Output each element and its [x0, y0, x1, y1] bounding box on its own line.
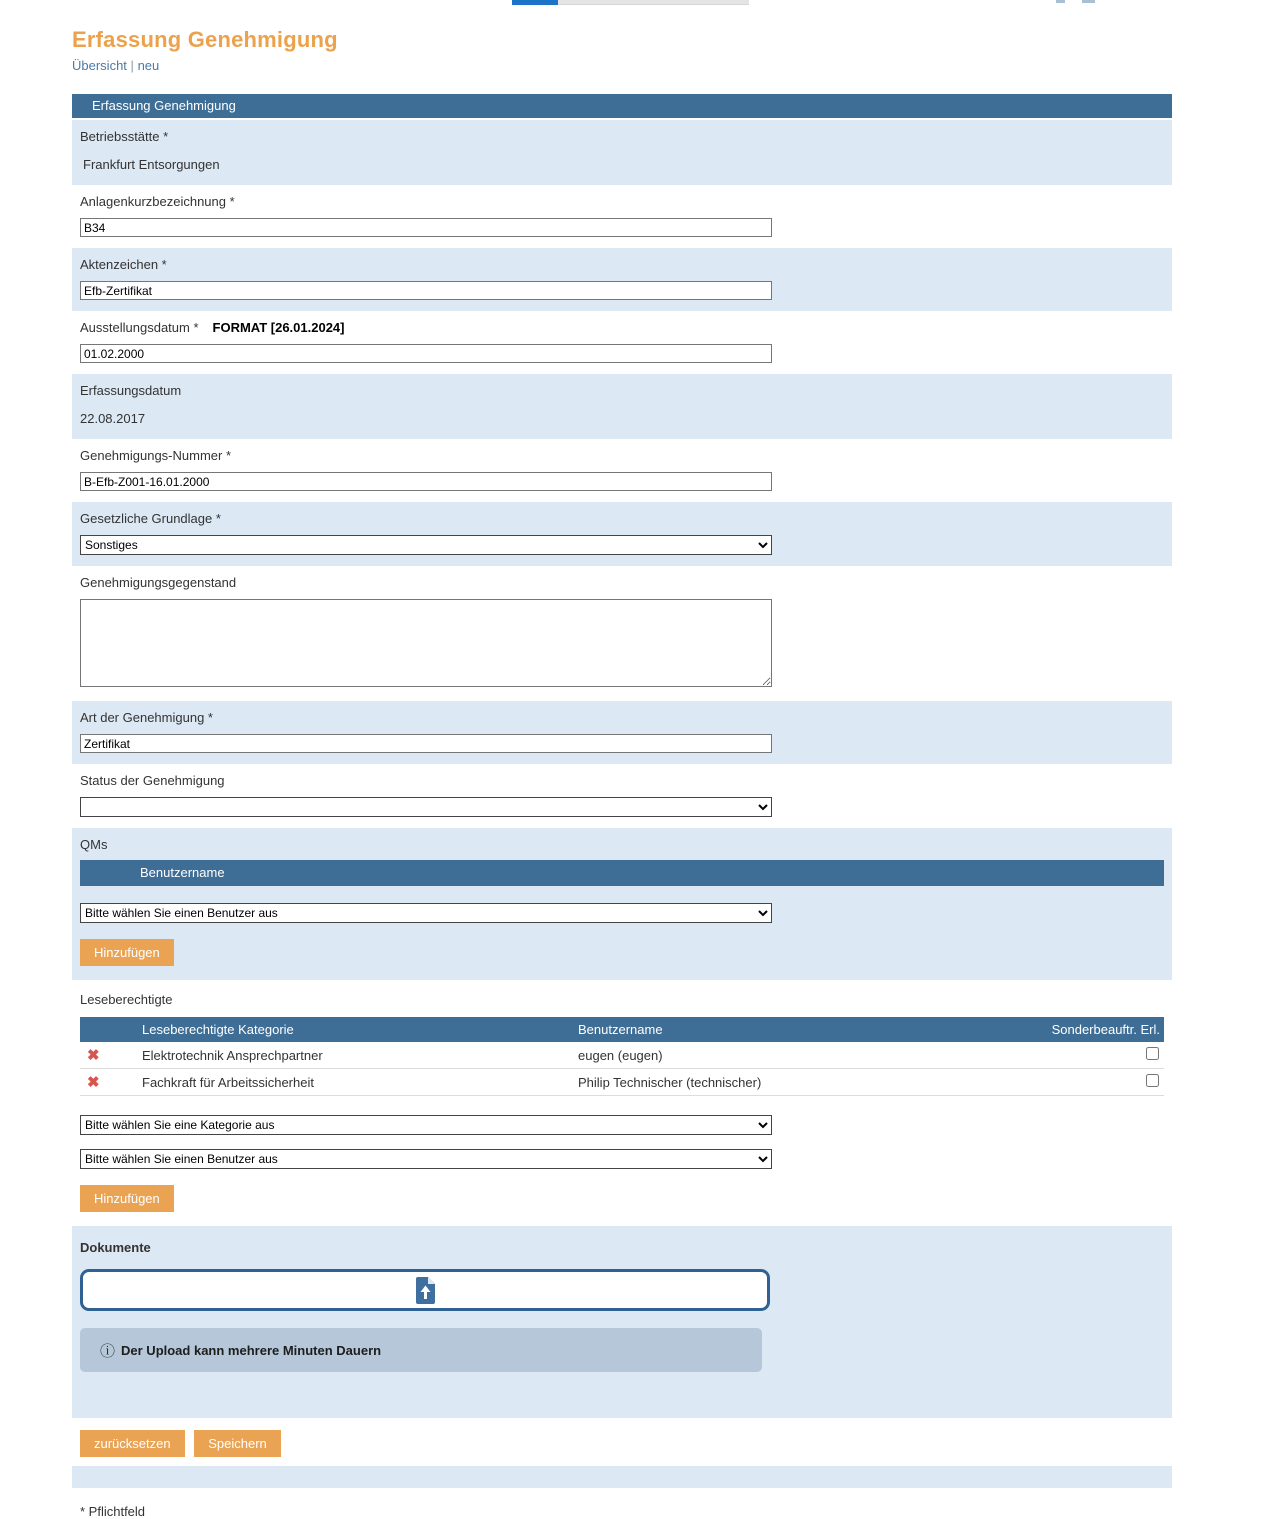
- section-qms: [72, 828, 1172, 980]
- ausstellungsdatum-input[interactable]: [80, 344, 772, 363]
- art-der-genehmigung-input[interactable]: [80, 734, 772, 753]
- top-progress-segment: [512, 0, 558, 5]
- erfassungsdatum-label: Erfassungsdatum: [80, 383, 182, 398]
- ausstellungsdatum-label-text: Ausstellungsdatum *: [80, 320, 199, 335]
- row-kategorie: Elektrotechnik Ansprechpartner: [142, 1042, 578, 1069]
- upload-info-text: Der Upload kann mehrere Minuten Dauern: [121, 1342, 382, 1358]
- status-der-genehmigung-select[interactable]: [80, 797, 772, 817]
- field-genehmigungsgegenstand: [72, 566, 1172, 701]
- gesetzliche-grundlage-select[interactable]: [80, 535, 772, 555]
- qms-user-select[interactable]: [80, 903, 772, 923]
- section-dokumente: [72, 1226, 1172, 1418]
- leseberechtigte-benutzer-select[interactable]: [80, 1149, 772, 1169]
- ausstellungsdatum-label: [80, 320, 1164, 335]
- dokumente-label: Dokumente: [80, 1240, 151, 1255]
- top-progress-track: [558, 0, 749, 5]
- leseberechtigte-label: Leseberechtigte: [80, 992, 173, 1007]
- status-der-genehmigung-label: Status der Genehmigung: [80, 773, 225, 788]
- field-aktenzeichen: [72, 248, 1172, 311]
- save-button[interactable]: Speichern: [194, 1430, 281, 1457]
- genehmigungs-nummer-label: Genehmigungs-Nummer *: [80, 448, 232, 463]
- row-kategorie: Fachkraft für Arbeitssicherheit: [142, 1069, 578, 1096]
- column-delete: [80, 1017, 142, 1042]
- qms-add-button[interactable]: Hinzufügen: [80, 939, 174, 966]
- aktenzeichen-input[interactable]: [80, 281, 772, 300]
- anlagenkurzbezeichnung-input[interactable]: [80, 218, 772, 237]
- qms-table-header: Benutzername: [80, 860, 1164, 886]
- cutoff-text-artifact: [1056, 0, 1065, 3]
- ausstellungsdatum-format-hint: FORMAT [26.01.2024]: [212, 320, 345, 335]
- leseberechtigte-table: [80, 1017, 1164, 1096]
- table-row: [80, 1069, 1164, 1096]
- erfassungsdatum-value: 22.08.2017: [80, 411, 146, 426]
- field-gesetzliche-grundlage: [72, 502, 1172, 566]
- field-anlagenkurzbezeichnung: [72, 185, 1172, 248]
- column-sonderbeauftragter: Sonderbeauftr. Erl.: [1041, 1017, 1164, 1042]
- leseberechtigte-header-row: [80, 1017, 1164, 1042]
- page-title: Erfassung Genehmigung: [72, 27, 338, 52]
- betriebsstaette-label: Betriebsstätte *: [80, 129, 169, 144]
- field-erfassungsdatum: [72, 374, 1172, 439]
- section-leseberechtigte: [72, 980, 1172, 1226]
- field-genehmigungs-nummer: [72, 439, 1172, 502]
- field-betriebsstaette: [72, 120, 1172, 185]
- sonderbeauftragter-checkbox[interactable]: [1146, 1047, 1159, 1060]
- leseberechtigte-add-button[interactable]: Hinzufügen: [80, 1185, 174, 1212]
- field-art-der-genehmigung: [72, 701, 1172, 764]
- form-actions: [80, 1430, 1172, 1457]
- info-icon: ⓘ: [100, 1341, 116, 1360]
- breadcrumb-link-neu[interactable]: neu: [137, 58, 160, 73]
- footer-bar: [72, 1466, 1172, 1488]
- breadcrumb: [72, 58, 1172, 73]
- genehmigungsgegenstand-textarea[interactable]: [80, 599, 772, 687]
- gesetzliche-grundlage-label: Gesetzliche Grundlage *: [80, 511, 221, 526]
- form-panel-header: Erfassung Genehmigung: [72, 94, 1172, 118]
- cutoff-text-artifact: [1082, 0, 1095, 3]
- upload-info-banner: [80, 1328, 762, 1372]
- file-upload-icon: [415, 1277, 436, 1304]
- qms-label: QMs: [80, 837, 108, 852]
- betriebsstaette-value: Frankfurt Entsorgungen: [83, 157, 220, 172]
- delete-row-icon[interactable]: ✖: [87, 1046, 100, 1064]
- genehmigungsgegenstand-label: Genehmigungsgegenstand: [80, 575, 237, 590]
- leseberechtigte-kategorie-select[interactable]: [80, 1115, 772, 1135]
- art-der-genehmigung-label: Art der Genehmigung *: [80, 710, 213, 725]
- anlagenkurzbezeichnung-label: Anlagenkurzbezeichnung *: [80, 194, 235, 209]
- column-kategorie: Leseberechtigte Kategorie: [142, 1017, 578, 1042]
- column-benutzername: Benutzername: [578, 1017, 1041, 1042]
- row-benutzer: Philip Technischer (technischer): [578, 1069, 1041, 1096]
- delete-row-icon[interactable]: ✖: [87, 1073, 100, 1091]
- aktenzeichen-label: Aktenzeichen *: [80, 257, 167, 272]
- required-field-note: * Pflichtfeld: [80, 1504, 146, 1519]
- page-content: [72, 27, 1172, 1519]
- field-status-der-genehmigung: [72, 764, 1172, 828]
- field-ausstellungsdatum: [72, 311, 1172, 374]
- reset-button[interactable]: zurücksetzen: [80, 1430, 185, 1457]
- genehmigungs-nummer-input[interactable]: [80, 472, 772, 491]
- table-row: [80, 1042, 1164, 1069]
- sonderbeauftragter-checkbox[interactable]: [1146, 1074, 1159, 1087]
- breadcrumb-separator: |: [130, 58, 134, 73]
- file-upload-dropzone[interactable]: [80, 1269, 770, 1311]
- breadcrumb-link-uebersicht[interactable]: Übersicht: [72, 58, 127, 73]
- row-benutzer: eugen (eugen): [578, 1042, 1041, 1069]
